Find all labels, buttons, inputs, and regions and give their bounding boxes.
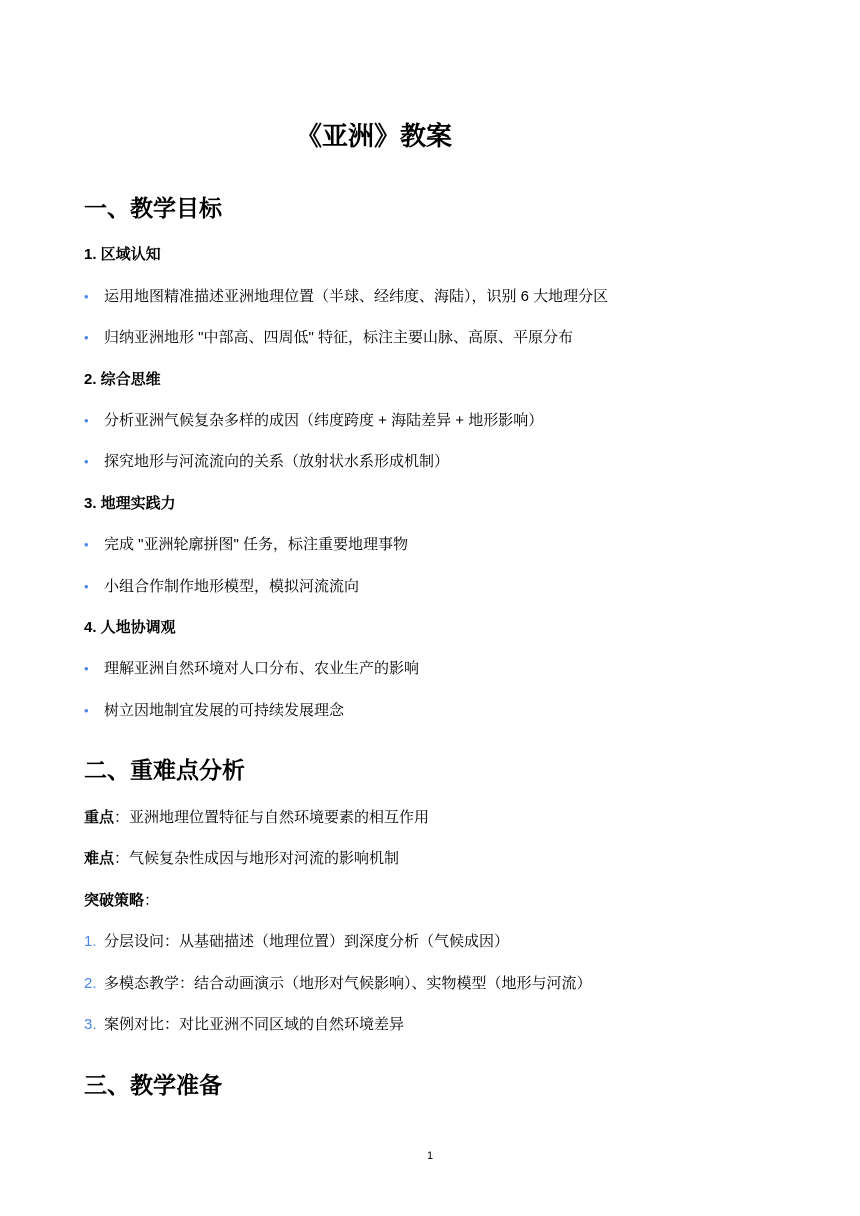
bullet-icon: • (84, 330, 89, 345)
list-item: • 树立因地制宜发展的可持续发展理念 (84, 700, 344, 722)
bullet-icon: • (84, 454, 89, 469)
page-number: 1 (426, 1150, 434, 1162)
strategy-label: 突破策略： (84, 892, 160, 909)
bullet-icon: • (84, 537, 89, 552)
subheading-practice: 3. 地理实践力 (84, 495, 176, 512)
section-heading-preparation: 三、教学准备 (84, 1072, 222, 1098)
section-heading-key-points: 二、重难点分析 (84, 757, 245, 783)
list-item: • 探究地形与河流流向的关系（放射状水系形成机制） (84, 451, 449, 473)
bullet-icon: • (84, 289, 89, 304)
numbered-item: 2. 多模态教学：结合动画演示（地形对气候影响）、实物模型（地形与河流） (84, 975, 592, 992)
key-point: 重点：亚洲地理位置特征与自然环境要素的相互作用 (84, 809, 430, 826)
numbered-item: 1. 分层设问：从基础描述（地理位置）到深度分析（气候成因） (84, 933, 510, 950)
section-heading-objectives: 一、教学目标 (84, 195, 222, 221)
list-item: • 分析亚洲气候复杂多样的成因（纬度跨度 + 海陆差异 + 地形影响） (84, 410, 543, 432)
subheading-regional-cognition: 1. 区域认知 (84, 246, 161, 263)
list-item: • 归纳亚洲地形 "中部高、四周低" 特征，标注主要山脉、高原、平原分布 (84, 327, 573, 349)
bullet-icon: • (84, 413, 89, 428)
list-item: • 完成 "亚洲轮廓拼图" 任务，标注重要地理事物 (84, 534, 408, 556)
subheading-human-land: 4. 人地协调观 (84, 619, 176, 636)
numbered-item: 3. 案例对比：对比亚洲不同区域的自然环境差异 (84, 1016, 405, 1033)
bullet-icon: • (84, 661, 89, 676)
page-title: 《亚洲》教案 (295, 121, 452, 151)
list-item: • 理解亚洲自然环境对人口分布、农业生产的影响 (84, 658, 419, 680)
difficulty-point: 难点：气候复杂性成因与地形对河流的影响机制 (84, 850, 400, 867)
bullet-icon: • (84, 703, 89, 718)
subheading-integrated-thinking: 2. 综合思维 (84, 371, 161, 388)
list-item: • 小组合作制作地形模型，模拟河流流向 (84, 576, 359, 598)
list-item: • 运用地图精准描述亚洲地理位置（半球、经纬度、海陆），识别 6 大地理分区 (84, 286, 608, 308)
bullet-icon: • (84, 579, 89, 594)
